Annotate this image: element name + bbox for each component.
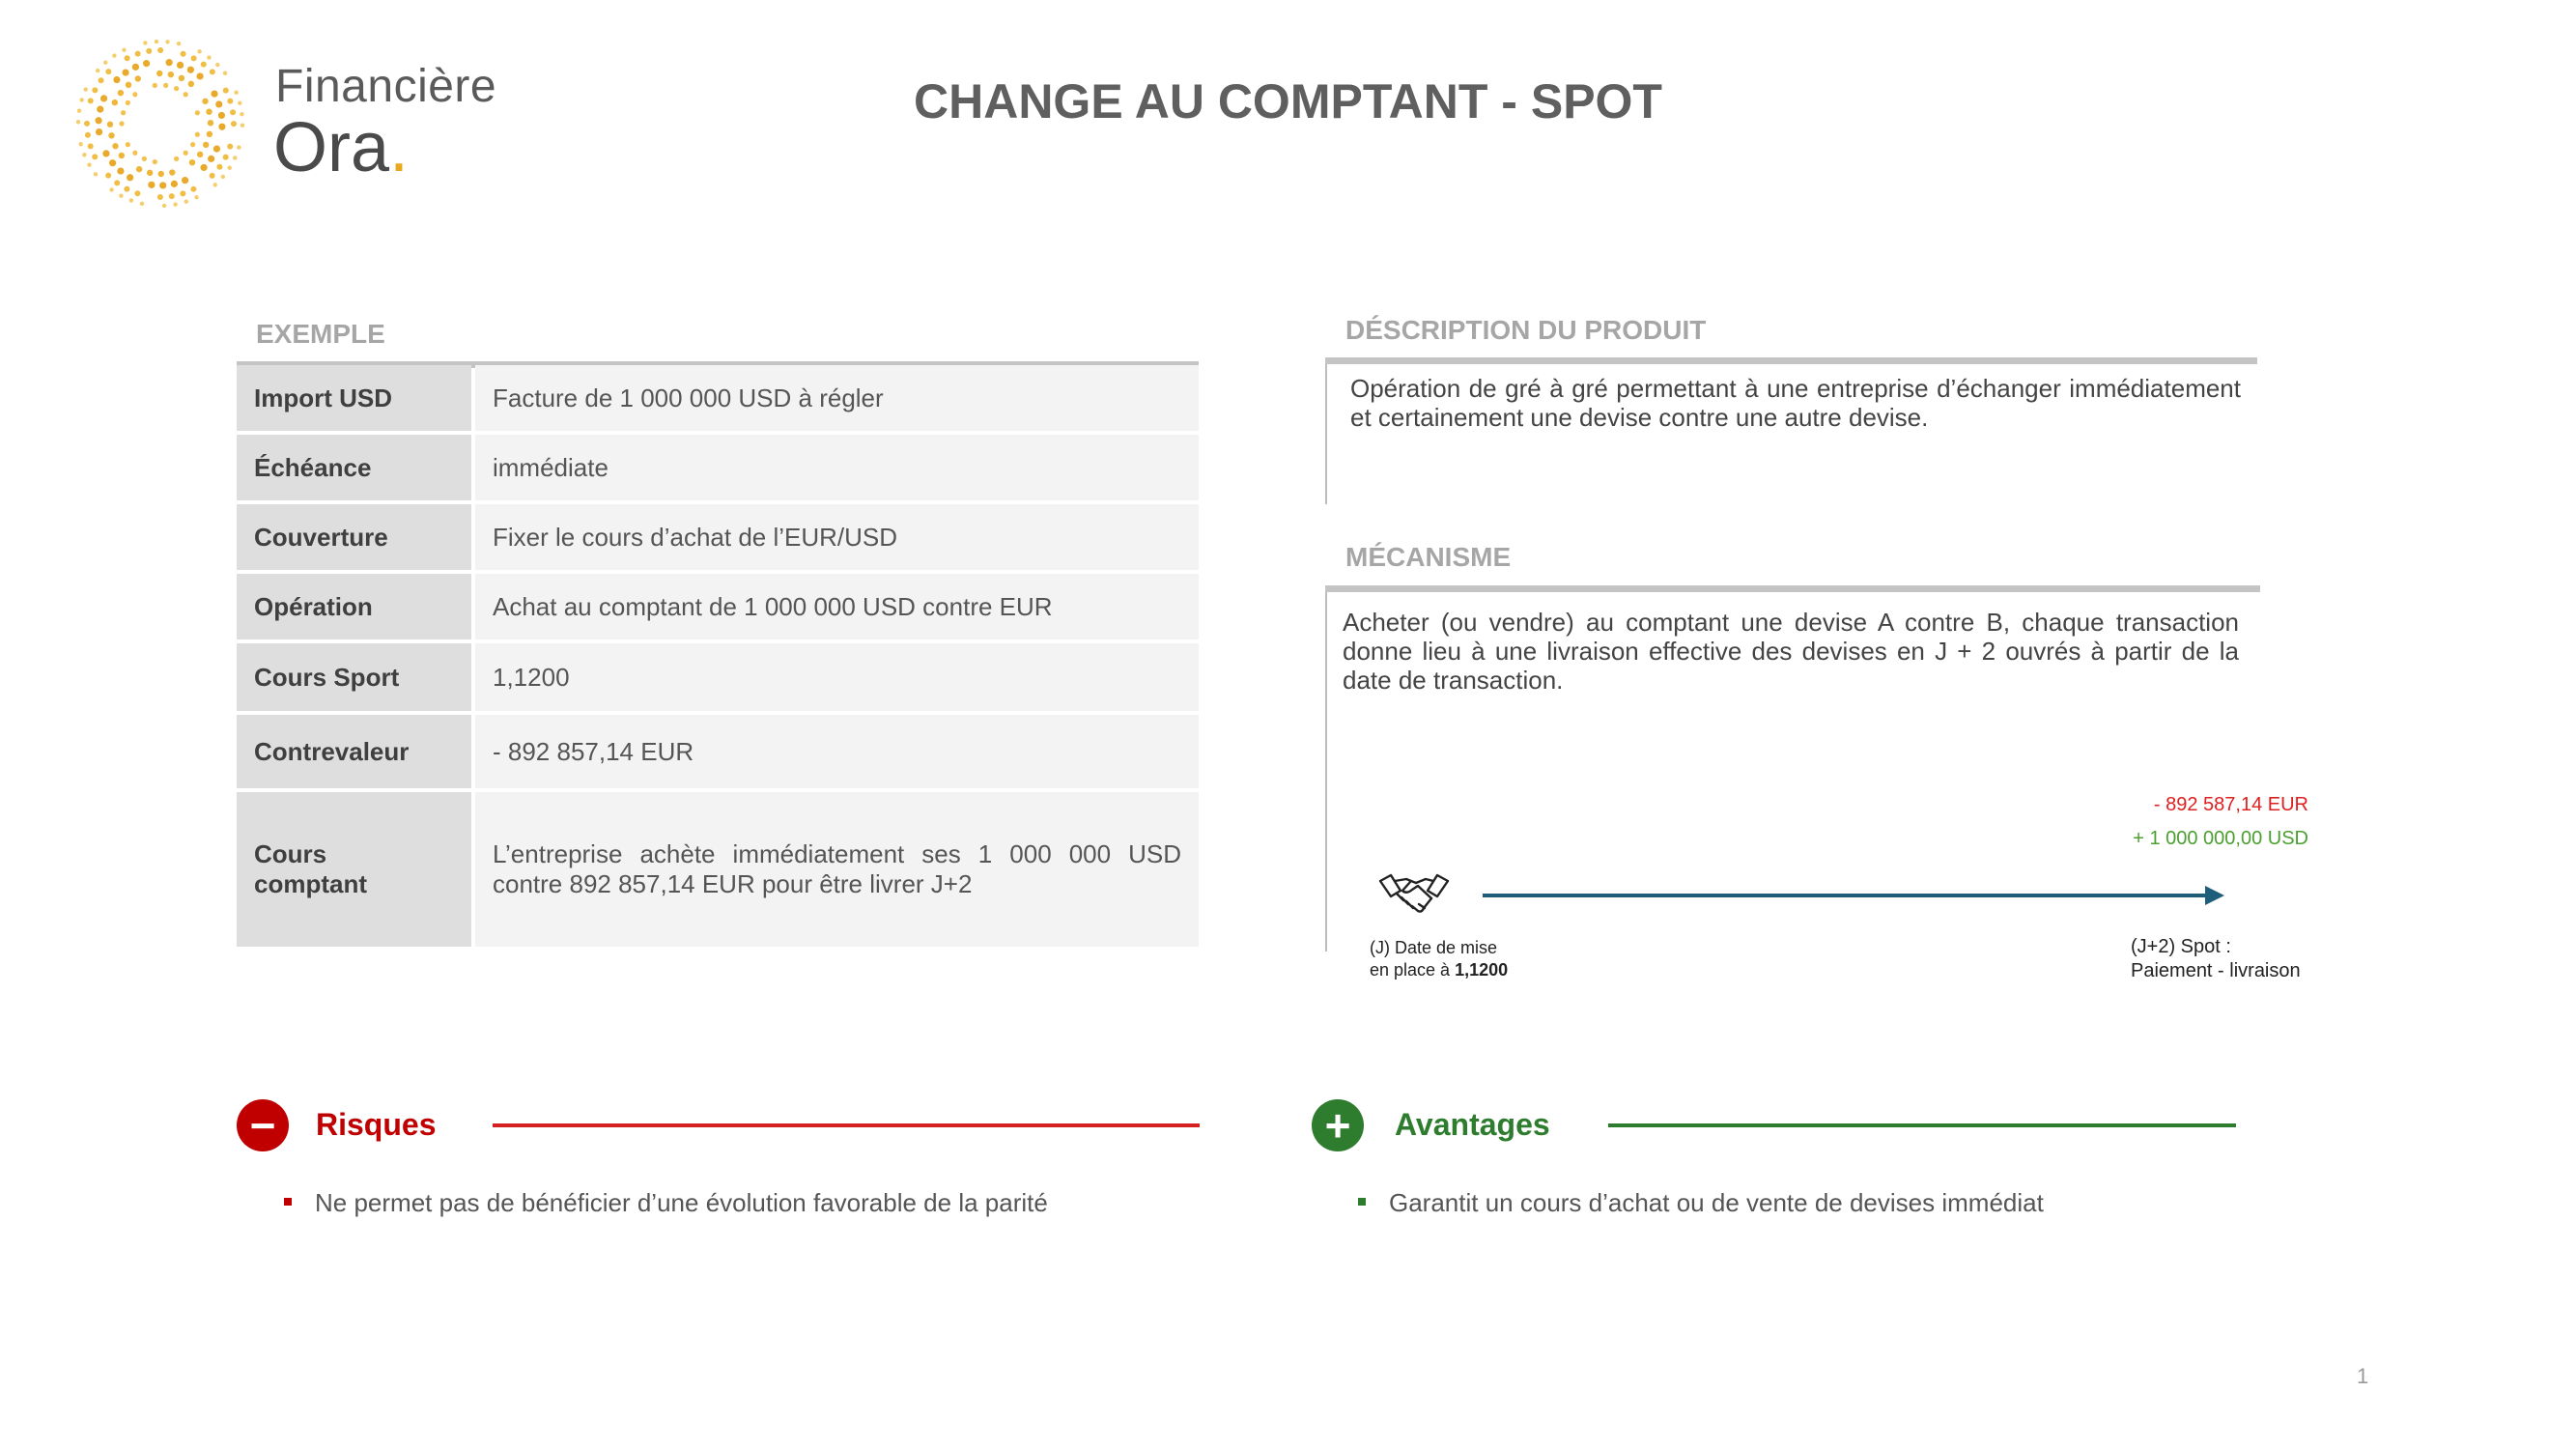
row-value: Facture de 1 000 000 USD à régler	[475, 365, 1199, 431]
handshake-icon	[1377, 869, 1451, 918]
amount-out: - 892 587,14 EUR	[2153, 794, 2308, 815]
brand-name-line1: Financière	[275, 61, 497, 112]
row-label: Import USD	[237, 365, 471, 431]
row-label: Cours Sport	[237, 643, 471, 711]
table-row	[237, 504, 1199, 570]
advantages-heading: Avantages	[1395, 1107, 1550, 1142]
brand-dot: .	[389, 109, 410, 186]
brand-name-ora: Ora	[273, 109, 390, 186]
amount-in: + 1 000 000,00 USD	[2133, 828, 2308, 849]
row-value: L’entreprise achète immédiatement ses 1 000 000 USD contre 892 857,14 EUR pour être livrer J+2	[475, 792, 1199, 947]
mechanism-label: MÉCANISME	[1345, 542, 1512, 572]
row-value: immédiate	[475, 435, 1199, 500]
timeline-arrow	[1483, 894, 2207, 897]
risks-heading: Risques	[316, 1107, 437, 1142]
start-rate: 1,1200	[1455, 960, 1509, 980]
table-row	[237, 643, 1199, 711]
risk-item: Ne permet pas de bénéficier d’une évolution favorable de la parité	[315, 1188, 1048, 1217]
row-label: Échéance	[237, 435, 471, 500]
end-label-line1: (J+2) Spot :	[2131, 936, 2231, 957]
table-row	[237, 574, 1199, 639]
start-label-line2: en place à 1,1200	[1370, 960, 1509, 980]
end-label-line2: Paiement - livraison	[2131, 960, 2301, 981]
advantages-divider	[1608, 1123, 2236, 1127]
row-label: Cours comptant	[237, 792, 471, 947]
table-row	[237, 715, 1199, 788]
start-date-label	[1370, 937, 1508, 981]
example-label: EXEMPLE	[256, 319, 385, 349]
start-label-line1: (J) Date de mise	[1370, 938, 1498, 957]
description-label: DÉSCRIPTION DU PRODUIT	[1345, 315, 1707, 345]
mechanism-side-line	[1325, 592, 1327, 952]
description-side-line	[1325, 364, 1327, 504]
minus-icon: −	[237, 1099, 289, 1151]
table-row	[237, 792, 1199, 947]
description-text: Opération de gré à gré permettant à une entreprise d’échanger immédiatement et certainement une devise contre une autre devise.	[1350, 374, 2241, 432]
row-value: Fixer le cours d’achat de l’EUR/USD	[475, 504, 1199, 570]
row-label: Opération	[237, 574, 471, 639]
mechanism-header-bar	[1325, 585, 2260, 592]
row-value: - 892 857,14 EUR	[475, 715, 1199, 788]
timeline-arrow-head	[2205, 886, 2224, 905]
table-row	[237, 435, 1199, 500]
table-row	[237, 365, 1199, 431]
row-value: Achat au comptant de 1 000 000 USD contre EUR	[475, 574, 1199, 639]
advantage-item: Garantit un cours d’achat ou de vente de devises immédiat	[1389, 1188, 2044, 1217]
bullet-icon	[1358, 1198, 1366, 1206]
plus-icon: +	[1312, 1099, 1364, 1151]
bullet-icon	[284, 1198, 292, 1206]
row-value: 1,1200	[475, 643, 1199, 711]
page-title: CHANGE AU COMPTANT - SPOT	[914, 74, 1662, 128]
mechanism-text: Acheter (ou vendre) au comptant une devise A contre B, chaque transaction donne lieu à une livraison effective des devises en J + 2 ouvrés à partir de la date de transaction.	[1343, 608, 2239, 695]
description-header-bar	[1325, 357, 2257, 364]
end-date-label	[2131, 935, 2301, 983]
row-label: Couverture	[237, 504, 471, 570]
page-number: 1	[2357, 1364, 2369, 1388]
row-label: Contrevaleur	[237, 715, 471, 788]
example-table	[237, 365, 1199, 951]
risks-divider	[493, 1123, 1200, 1127]
